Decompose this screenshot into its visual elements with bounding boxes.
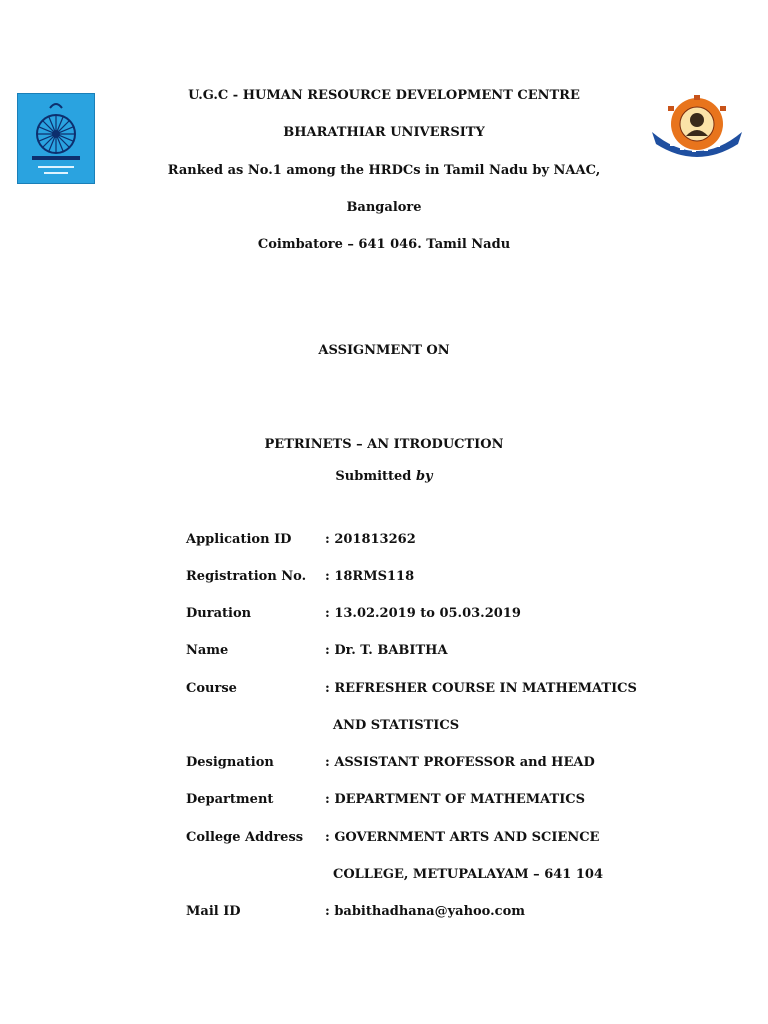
header-centre-name: U.G.C - HUMAN RESOURCE DEVELOPMENT CENTRE — [188, 88, 580, 103]
detail-value: : REFRESHER COURSE IN MATHEMATICS — [325, 681, 637, 696]
detail-value: : 13.02.2019 to 05.03.2019 — [325, 606, 521, 621]
detail-label: Course — [186, 681, 237, 696]
detail-course-continuation: AND STATISTICS — [333, 718, 460, 733]
detail-label: Designation — [186, 755, 274, 770]
header-university-name: BHARATHIAR UNIVERSITY — [283, 125, 485, 140]
detail-value: : Dr. T. BABITHA — [325, 643, 448, 658]
detail-label: Registration No. — [186, 569, 307, 584]
detail-value: : 18RMS118 — [325, 569, 415, 584]
detail-label: Name — [186, 643, 229, 658]
assignment-heading: ASSIGNMENT ON — [318, 343, 450, 358]
header-address: Coimbatore – 641 046. Tamil Nadu — [257, 237, 511, 252]
assignment-title: PETRINETS – AN ITRODUCTION — [264, 437, 504, 452]
detail-value: : 201813262 — [325, 532, 416, 547]
detail-value: : GOVERNMENT ARTS AND SCIENCE — [325, 830, 600, 845]
detail-value: : babithadhana@yahoo.com — [325, 904, 525, 919]
detail-label: Mail ID — [186, 904, 241, 919]
detail-address-continuation: COLLEGE, METUPALAYAM – 641 104 — [333, 867, 604, 882]
detail-value: : ASSISTANT PROFESSOR and HEAD — [325, 755, 595, 770]
detail-label: Duration — [186, 606, 252, 621]
submitted-by-label — [0, 469, 768, 484]
detail-label: Application ID — [186, 532, 292, 547]
header-city: Bangalore — [346, 200, 422, 215]
detail-value: : DEPARTMENT OF MATHEMATICS — [325, 792, 586, 807]
detail-label: College Address — [186, 830, 304, 845]
submitted-suffix: by — [415, 469, 433, 484]
header-ranking: Ranked as No.1 among the HRDCs in Tamil Nadu by NAAC, — [167, 163, 601, 178]
submitted-prefix: Submitted — [335, 469, 412, 484]
detail-label: Department — [186, 792, 274, 807]
